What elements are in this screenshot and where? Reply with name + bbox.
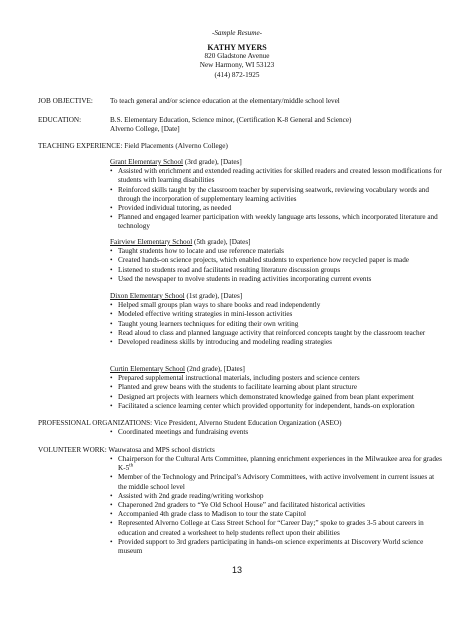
professional-list [110, 428, 444, 437]
degree-line: B.S. Elementary Education, Science minor, (Certification K-8 General and Science) [110, 116, 352, 124]
list-item: • Used the newspaper to nvolve students in reading activities incorporating current events [110, 275, 444, 284]
job-detail: (1st grade), [Dates] [184, 292, 243, 300]
teaching-subtitle: Field Placements (Alverno College) [124, 142, 228, 150]
list-item: • Planned and engaged learner participation with weekly language arts lessons, which incorporated literature and technology [110, 213, 444, 231]
list-item: • Designed art projects with learners which demonstrated knowledge gained from bean plant experiment [110, 393, 444, 402]
volunteer-list [110, 455, 444, 556]
address-line-2: New Harmony, WI 53123 [199, 61, 275, 70]
job-title: Dixon Elementary School [110, 292, 185, 300]
volunteer-section [38, 446, 444, 455]
page-number: 13 [231, 565, 242, 575]
teaching-heading [38, 142, 228, 151]
list-item: • Accompanied 4th grade class to Madison to tour the state Capitol [110, 510, 444, 519]
list-item: • Taught students how to locate and use reference materials [110, 247, 444, 256]
list-item: • Planted and grew beans with the students to facilitate learning about plant structure [110, 383, 444, 392]
address-line-1: 820 Gladstone Avenue [204, 52, 270, 61]
job-bullets [110, 247, 444, 284]
list-item: • Helped small groups plan ways to share books and read independently [110, 301, 444, 310]
volunteer-bullets [110, 455, 444, 556]
list-item [110, 455, 444, 473]
applicant-name: KATHY MYERS [207, 43, 267, 52]
college-line: Alverno College, [Date] [110, 125, 180, 134]
list-item: • Reinforced skills taught by the classroom teacher by supervising seatwork, reviewing vocabulary words and through the incorporation of supplementary learning activities [110, 186, 444, 204]
list-item: • Taught young learners techniques for editing their own writing [110, 320, 444, 329]
list-item: • Provided support to 3rd graders participating in hands-on science experiments at Discovery World science museum [110, 538, 444, 556]
volunteer-label: VOLUNTEER WORK: [38, 446, 107, 454]
job-bullets [110, 374, 444, 411]
list-item: • Listened to students read and facilitated resulting literature discussion groups [110, 266, 444, 275]
job-title: Curtin Elementary School [110, 365, 186, 373]
professional-bullets [110, 428, 444, 437]
job-detail: (3rd grade), [Dates] [183, 158, 242, 166]
list-item: • Prepared supplemental instructional materials, including posters and science centers [110, 374, 444, 383]
job-dixon [110, 292, 444, 347]
list-item: • Member of the Technology and Principal’s Advisory Committees, with active involvement in current issues at the middle school level [110, 473, 444, 491]
list-item-text: Chairperson for the Cultural Arts Committee, planning enrichment experiences in the Milwaukee area for grades K-5 [118, 455, 442, 473]
professional-label: PROFESSIONAL ORGANIZATIONS: [38, 419, 153, 427]
list-item: • Read aloud to class and planned language activity that reinforced concepts taught by the classroom teacher [110, 329, 444, 338]
professional-text: Vice President, Alverno Student Education Organization (ASEO) [153, 419, 342, 427]
sample-resume-caption: -Sample Resume- [211, 29, 263, 37]
professional-section [38, 419, 444, 428]
job-curtin [110, 365, 444, 411]
job-detail: (5th grade), [Dates] [192, 238, 251, 246]
list-item: • Assisted with enrichment and extended reading activities for skilled readers and created lesson modifications for students with learning disabilities [110, 167, 444, 185]
list-item: • Provided individual tutoring, as needed [110, 204, 444, 213]
job-grant [110, 158, 444, 232]
job-detail: (2nd grade), [Dates] [185, 365, 245, 373]
contact-header [0, 43, 474, 80]
education-content [110, 116, 444, 134]
volunteer-text: Wauwatosa and MPS school districts [108, 446, 215, 454]
list-item: • Developed readiness skills by introducing and modeling reading strategies [110, 338, 444, 347]
job-title: Fairview Elementary School [110, 238, 193, 246]
teaching-label: TEACHING EXPERIENCE: [38, 142, 123, 150]
job-bullets [110, 301, 444, 347]
list-item: • Created hands-on science projects, which enabled students to experience how recycled paper is made [110, 256, 444, 265]
list-item: • Assisted with 2nd grade reading/writing workshop [110, 492, 444, 501]
phone-number: (414) 872-1925 [214, 70, 260, 79]
list-item: • Coordinated meetings and fundraising events [110, 428, 444, 437]
list-item: • Facilitated a science learning center which provided opportunity for independent, hands-on exploration [110, 402, 444, 411]
list-item: • Modeled effective writing strategies in mini-lesson activities [110, 310, 444, 319]
list-item: • Represented Alverno College at Cass Street School for “Career Day;” spoke to grades 3-5 about careers in education and created a worksheet to help students reflect upon their abilities [110, 519, 444, 537]
job-bullets [110, 167, 444, 231]
job-title: Grant Elementary School [110, 158, 184, 166]
superscript-th: th [129, 463, 134, 469]
job-fairview [110, 238, 444, 284]
objective-text: To teach general and/or science education at the elementary/middle school level [110, 97, 340, 105]
objective-label: JOB OBJECTIVE: [38, 97, 93, 105]
education-label: EDUCATION: [38, 116, 82, 124]
list-item: • Chaperoned 2nd graders to “Ye Old School House” and facilitated historical activities [110, 501, 444, 510]
